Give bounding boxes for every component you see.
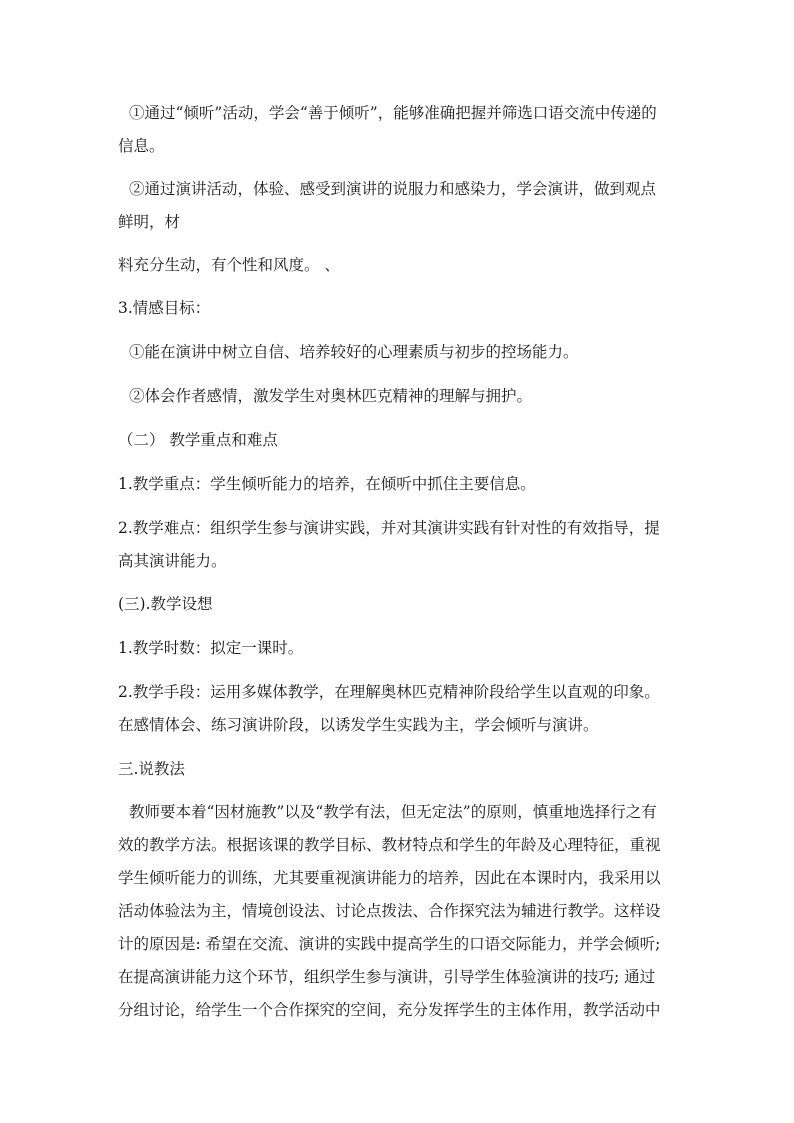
heading-key-points: （二） 教学重点和难点	[118, 431, 278, 449]
teaching-means-line-2: 在感情体会、练习演讲阶段，以诱发学生实践为主，学会倾听与演讲。	[118, 716, 599, 734]
teaching-difficulty-line-2: 高其演讲能力。	[118, 552, 227, 570]
objective-speech-line-1: ②通过演讲活动，体验、感受到演讲的说服力和感染力，学会演讲，做到观点	[129, 180, 657, 198]
emotional-goal-1: ①能在演讲中树立自信、培养较好的心理素质与初步的控场能力。	[129, 343, 579, 361]
methods-line-3: 学生倾听能力的训练，尤其要重视演讲能力的培养，因此在本课时内，我采用以	[118, 869, 661, 887]
teaching-focus: 1.教学重点：学生倾听能力的培养，在倾听中抓住主要信息。	[118, 475, 536, 493]
heading-teaching-plan: (三).教学设想	[118, 595, 213, 613]
methods-line-1: 教师要本着“因材施教”以及“教学有法，但无定法”的原则，慎重地选择行之有	[129, 803, 657, 821]
objective-speech-line-3: 料充分生动，有个性和风度。 、	[118, 256, 340, 274]
objective-listening-line-1: ①通过“倾听”活动，学会“善于倾听”，能够准确把握并筛选口语交流中传递的	[129, 104, 657, 122]
heading-teaching-methods: 三.说教法	[118, 760, 185, 778]
teaching-means-line-1: 2.教学手段：运用多媒体教学，在理解奥林匹克精神阶段给学生以直观的印象。	[118, 683, 660, 701]
heading-emotional-goals: 3.情感目标：	[118, 299, 211, 317]
methods-line-2: 效的教学方法。根据该课的教学目标、教材特点和学生的年龄及心理特征，重视	[118, 836, 661, 854]
methods-line-5: 计的原因是: 希望在交流、演讲的实践中提高学生的口语交际能力，并学会倾听;	[118, 935, 661, 953]
methods-line-7: 分组讨论，给学生一个合作探究的空间，充分发挥学生的主体作用，教学活动中	[118, 1001, 661, 1019]
emotional-goal-2: ②体会作者感情，激发学生对奥林匹克精神的理解与拥护。	[129, 387, 533, 405]
teaching-hours: 1.教学时数：拟定一课时。	[118, 639, 304, 657]
methods-line-6: 在提高演讲能力这个环节，组织学生参与演讲，引导学生体验演讲的技巧; 通过	[118, 968, 656, 986]
teaching-difficulty-line-1: 2.教学难点：组织学生参与演讲实践，并对其演讲实践有针对性的有效指导，提	[118, 519, 660, 537]
objective-speech-line-2: 鲜明，材	[118, 213, 181, 231]
objective-listening-line-2: 信息。	[118, 137, 165, 155]
methods-line-4: 活动体验法为主，情境创设法、讨论点拨法、合作探究法为辅进行教学。这样设	[118, 902, 661, 920]
